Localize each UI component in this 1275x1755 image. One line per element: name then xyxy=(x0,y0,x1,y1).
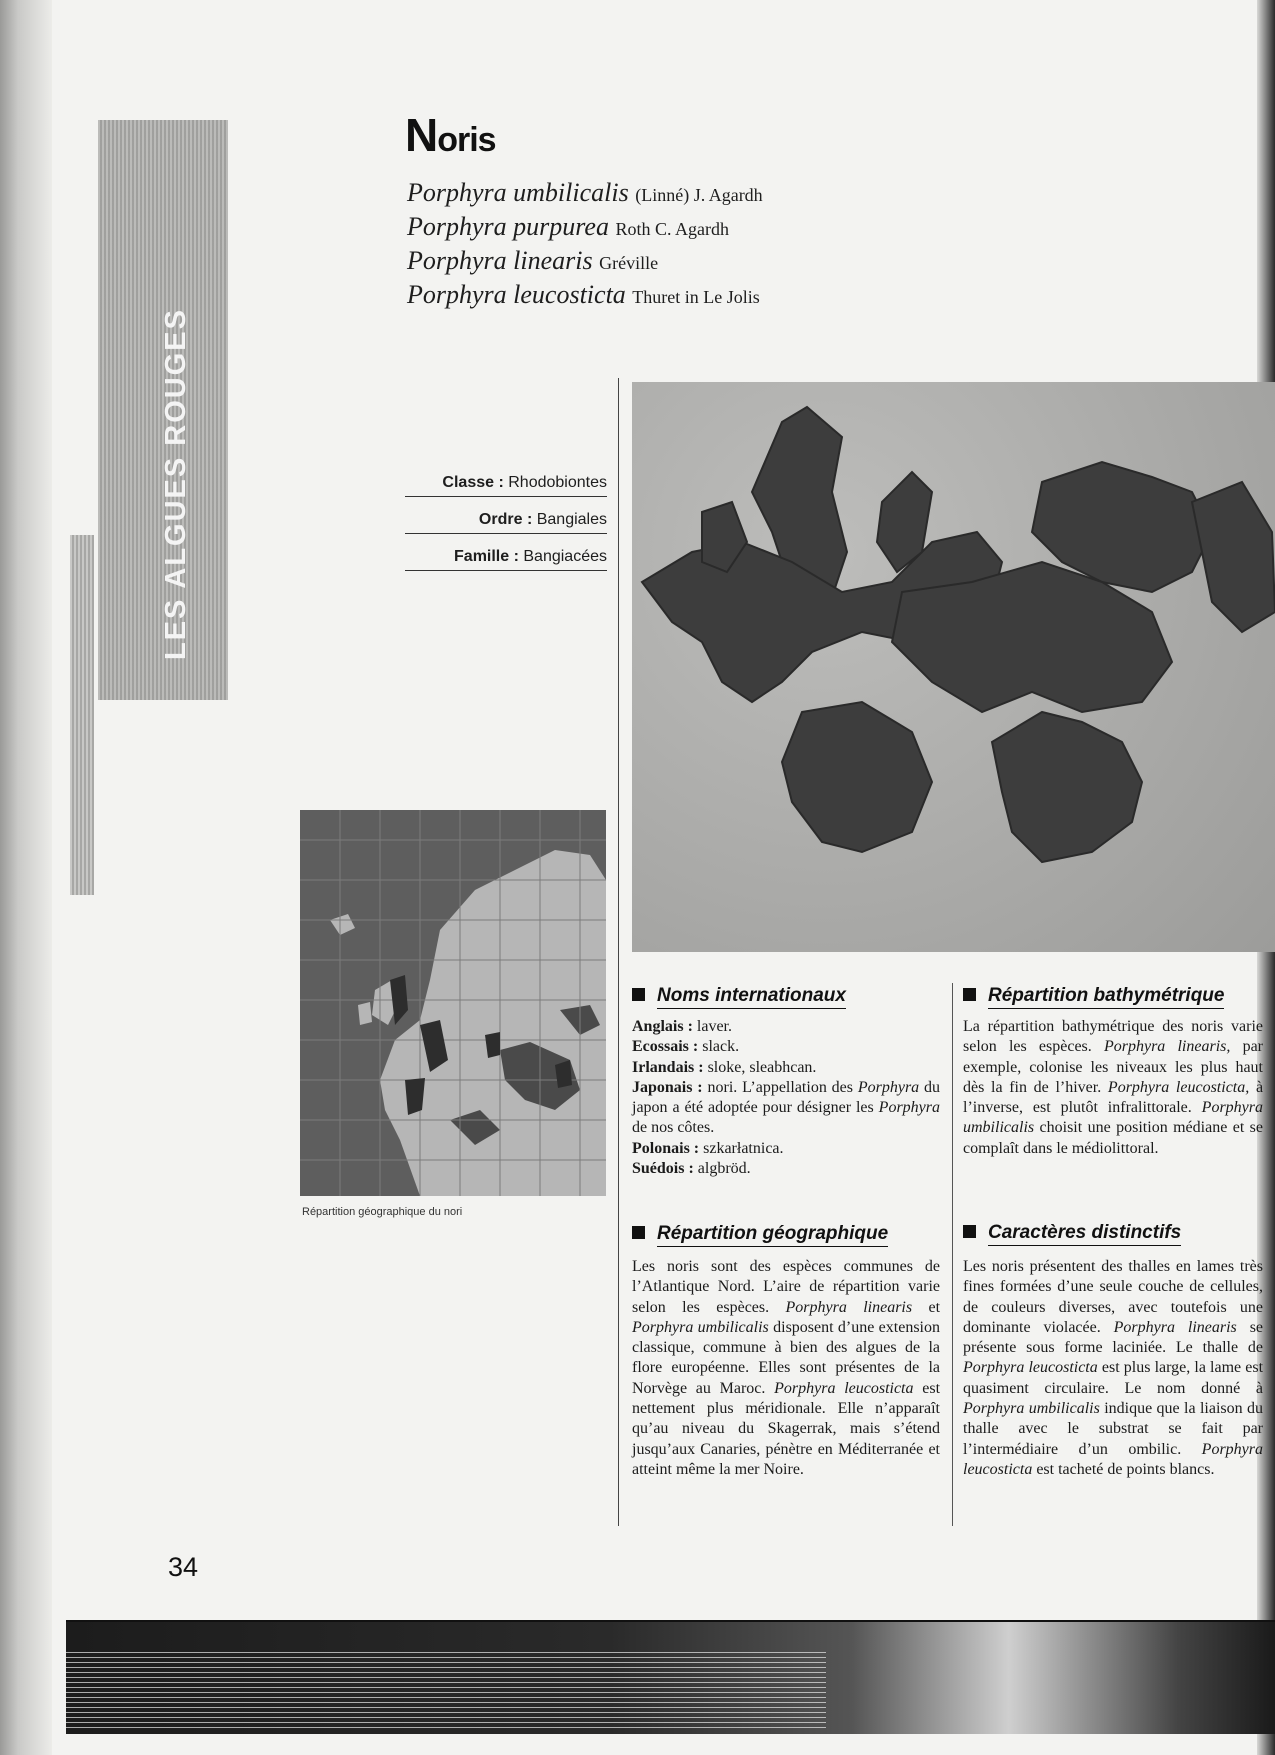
species-item: Porphyra umbilicalis (Linné) J. Agardh xyxy=(407,178,763,207)
species-item: Porphyra linearis Gréville xyxy=(407,246,659,275)
distribution-map xyxy=(300,810,606,1196)
classification-box xyxy=(405,470,607,581)
seaweed-photo xyxy=(632,382,1275,952)
map-caption: Répartition géographique du nori xyxy=(302,1206,463,1218)
geo-body: Les noris sont des espèces communes de l’Atlantique Nord. L’aire de répartition varie selon les espèces. Porphyra linearis et Porphyra umbilicalis disposent d’une extension classique, commune à bien des algues de la flore européenne. Elles sont présentes de la Norvège au Maroc. Porphyra leucosticta est nettement plus méridionale. Elle n’apparaît qu’au niveau du Skagerrak, mais s’étend jusqu’aux Canaries, pénètre en Méditerranée et atteint même la mer Noire. xyxy=(632,1258,941,1478)
section-heading-geo: Répartition géographique xyxy=(632,1223,888,1245)
classification-row: Famille : Bangiacées xyxy=(405,544,607,571)
list-item: Irlandais : sloke, sleabhcan. xyxy=(632,1058,817,1076)
square-bullet-icon xyxy=(963,988,976,1001)
list-item: Anglais : laver. xyxy=(632,1018,732,1035)
list-item: Polonais : szkarłatnica. xyxy=(632,1139,784,1157)
section-heading-bathy: Répartition bathymétrique xyxy=(963,985,1224,1007)
species-item: Porphyra purpurea Roth C. Agardh xyxy=(407,212,729,241)
column-divider xyxy=(952,983,953,1526)
carac-body: Les noris présentent des thalles en lames très fines formées d’une seule couche de cellules, de couleurs diverses, avec toutefois une dominante violacée. Porphyra linearis se présente sous forme laciniée. Le thalle de Porphyra leucosticta est plus large, la lame est quasiment circulaire. Le nom donné à Porphyra umbilicalis indique que la liaison du thalle avec le substrat se fait par l’intermédiaire d’un ombilic. Porphyra leucosticta est tacheté de points blancs. xyxy=(963,1258,1264,1478)
scan-edge-left xyxy=(0,0,52,1755)
noms-body xyxy=(632,1017,940,1179)
species-list xyxy=(407,176,763,312)
page-title: Noris xyxy=(405,109,496,161)
section-heading-carac: Caractères distinctifs xyxy=(963,1222,1181,1244)
footer-band-texture xyxy=(66,1648,826,1728)
square-bullet-icon xyxy=(963,1225,976,1238)
list-item: Ecossais : slack. xyxy=(632,1038,740,1056)
classification-row: Ordre : Bangiales xyxy=(405,507,607,534)
square-bullet-icon xyxy=(632,1226,645,1239)
square-bullet-icon xyxy=(632,988,645,1001)
sidebar-chapter-label: LES ALGUES ROUGES xyxy=(160,308,192,660)
page-number: 34 xyxy=(168,1552,199,1582)
sidebar-band-secondary xyxy=(70,535,94,895)
bathy-body: La répartition bathymétrique des noris varie selon les espèces. Porphyra linearis, par exemple, colonise les niveaux les plus haut dès la fin de l’hiver. Porphyra leucosticta, à l’inverse, est plutôt infralittorale. Porphyra umbilicalis choisit une position médiane et se complaît dans le médiolittoral. xyxy=(963,1018,1264,1157)
list-item: Japonais : nori. L’appellation des Porphyra du japon a été adoptée pour désigner les Porphyra de nos côtes. xyxy=(632,1078,941,1137)
column-divider xyxy=(618,378,619,1526)
classification-row: Classe : Rhodobiontes xyxy=(405,470,607,497)
list-item: Suédois : algbröd. xyxy=(632,1160,751,1178)
species-item: Porphyra leucosticta Thuret in Le Jolis xyxy=(407,280,760,309)
section-heading-noms: Noms internationaux xyxy=(632,985,846,1007)
